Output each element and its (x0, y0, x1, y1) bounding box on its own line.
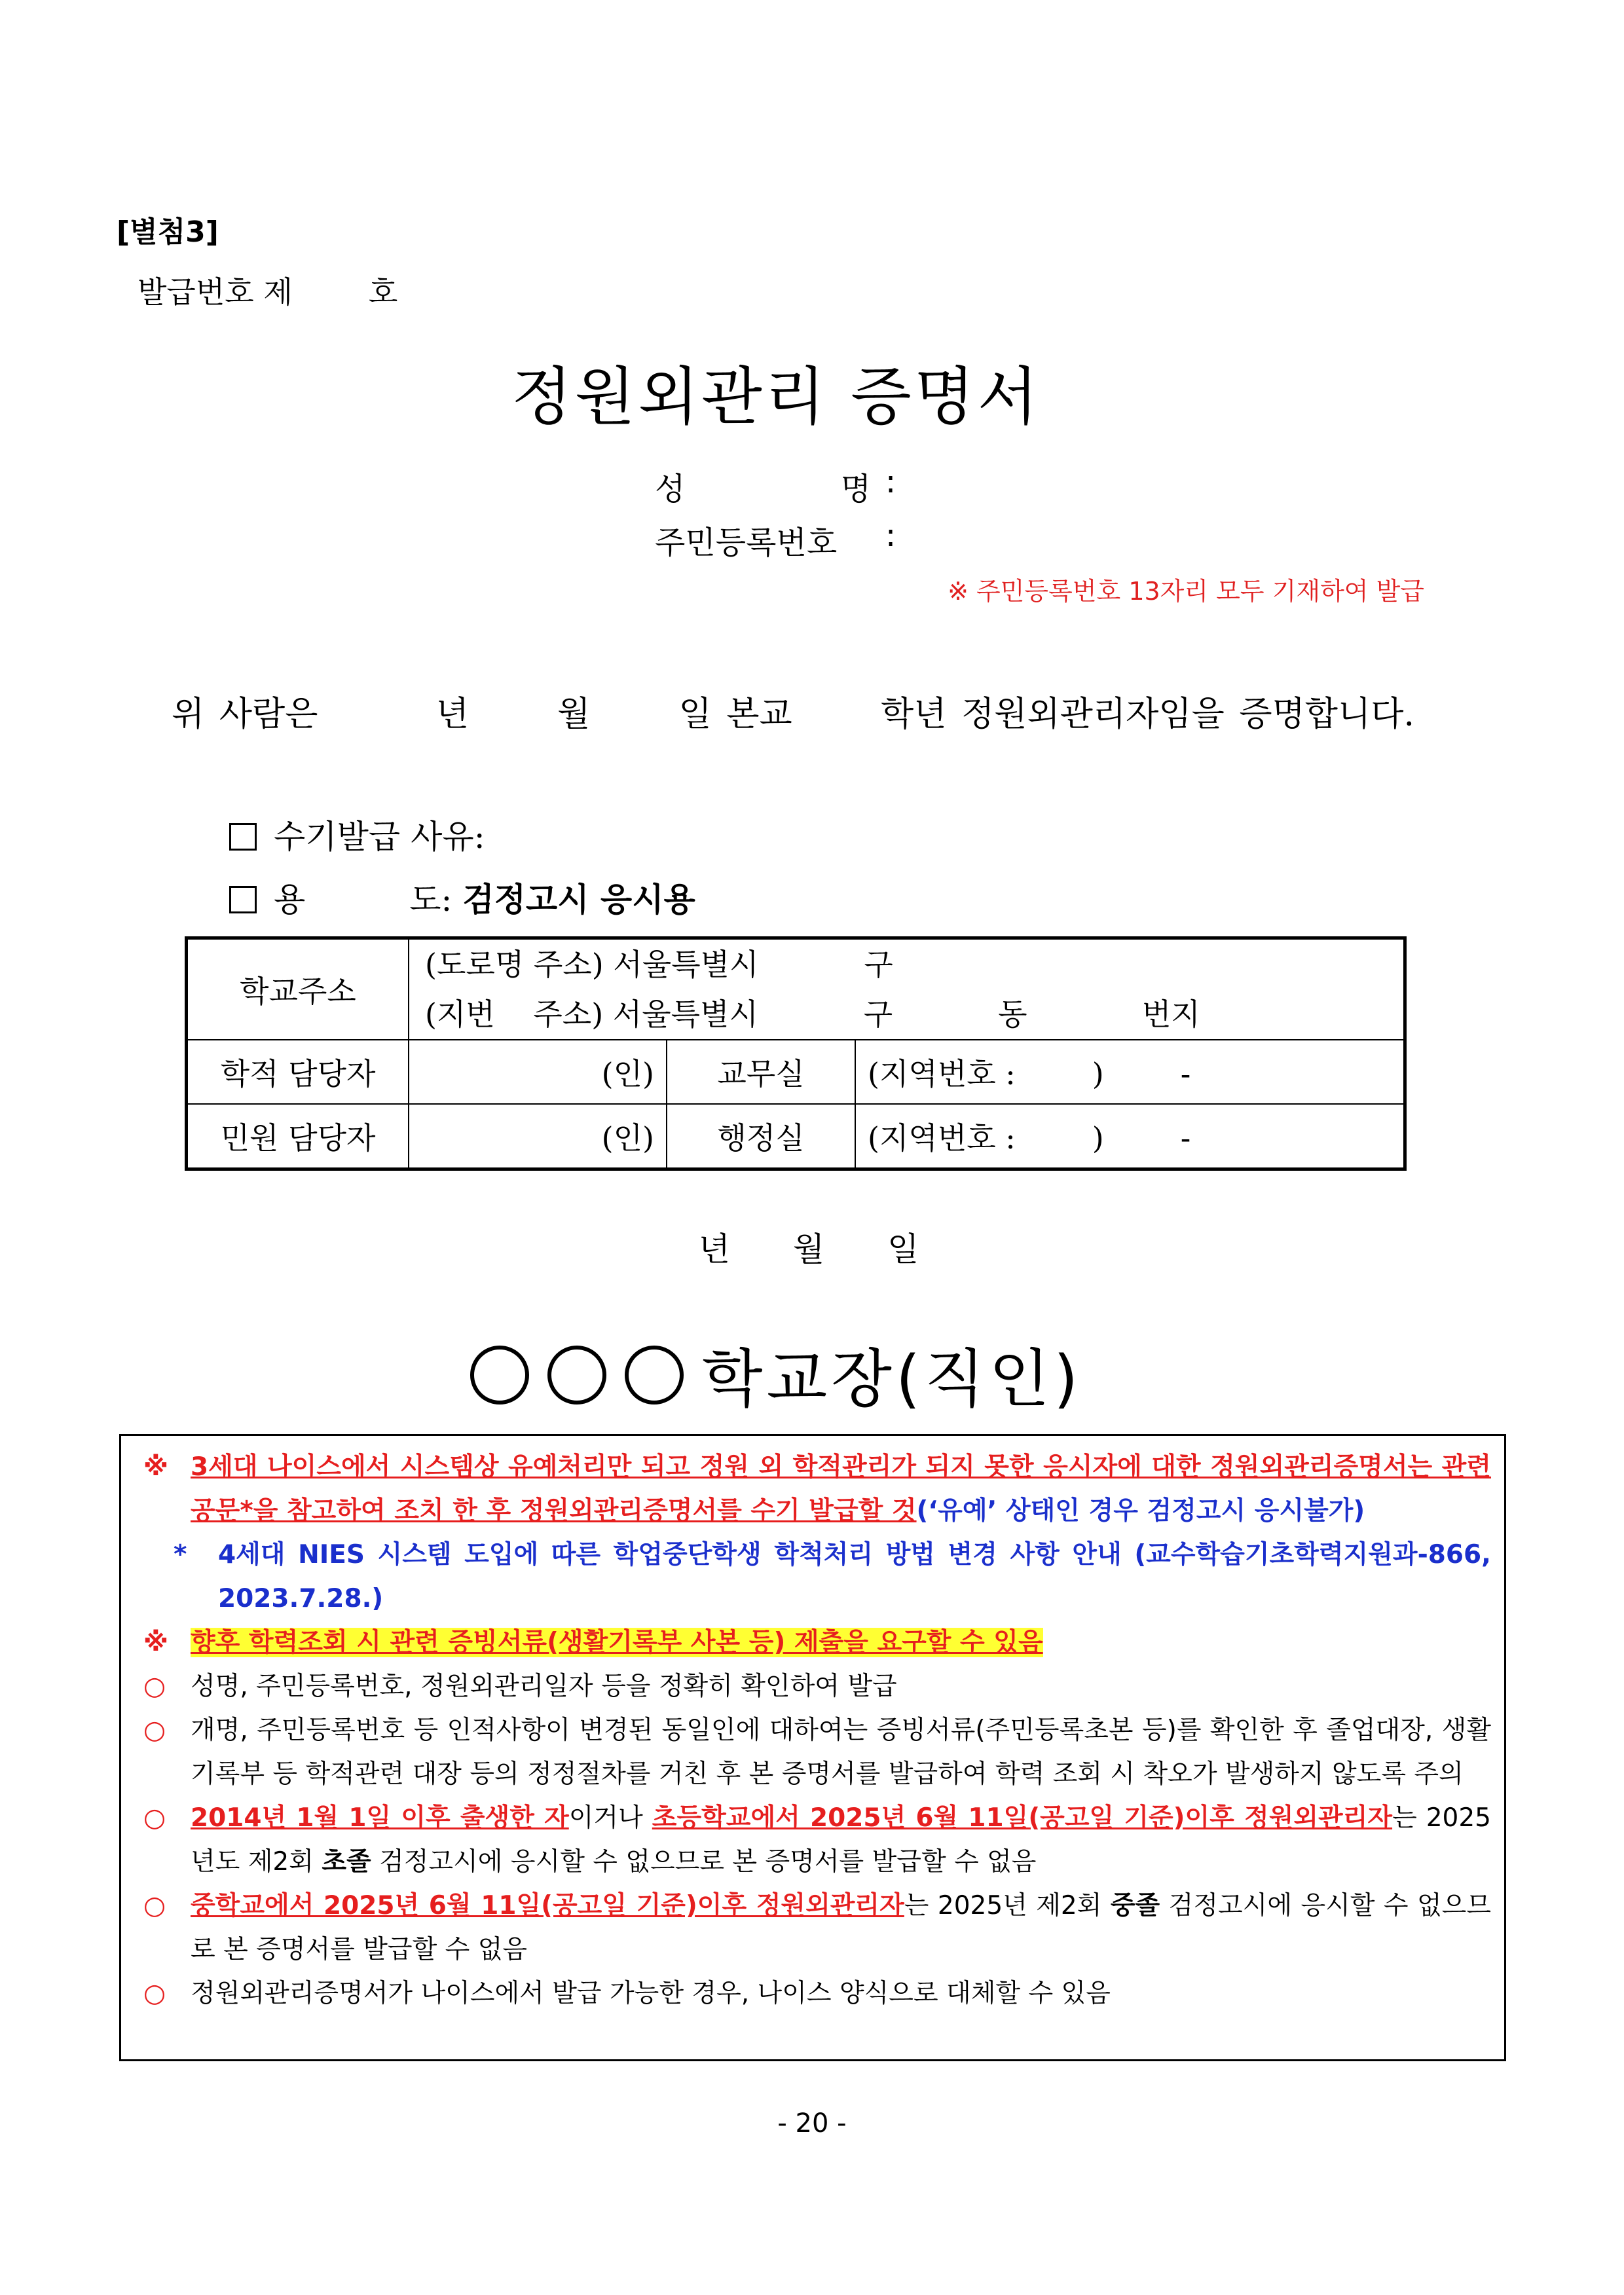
manual-label: 수기발급 사유: (274, 818, 485, 856)
name-field (655, 464, 896, 509)
name-colon: : (885, 464, 896, 500)
rrn-note: ※ 주민등록번호 13자리 모두 기재하여 발급 (948, 577, 1424, 606)
document-title: 정원외관리 증명서 (511, 360, 1041, 433)
civil-label: 민원 담당자 (187, 1104, 409, 1169)
circle-icon (547, 1346, 606, 1405)
civil-office: 행정실 (667, 1104, 855, 1169)
circle-icon (625, 1346, 684, 1405)
attachment-label: [별첨3] (117, 215, 219, 249)
registrar-label: 학적 담당자 (187, 1040, 409, 1104)
registrar-office: 교무실 (667, 1040, 855, 1104)
manual-checkbox[interactable] (229, 823, 257, 851)
purpose-value: 검정고시 응시용 (462, 880, 695, 919)
school-info-table (185, 936, 1407, 1171)
civil-phone: (지역번호 : ) - (855, 1104, 1405, 1169)
issue-date: 년 월 일 (698, 1230, 919, 1268)
purpose-checkbox[interactable] (229, 886, 257, 913)
address-cell (409, 938, 1405, 1040)
note-item: ○ 성명, 주민등록번호, 정원외관리일자 등을 정확히 확인하여 발급 (143, 1672, 897, 1701)
issue-prefix: 발급번호 제 (138, 274, 293, 310)
principal-seal (0, 1329, 1552, 1419)
table-row (187, 1040, 1405, 1104)
address-label: 학교주소 (187, 938, 409, 1040)
notes-box (119, 1434, 1506, 2061)
note-item: ○ 중학교에서 2025년 6월 11일(공고일 기준)이후 정원외관리자는 2025년 제2회 중졸 검정고시에 응시할 수 없으므로 본 증명서를 발급할 수 없음 (143, 1891, 1492, 1964)
note-item: ○ 정원외관리증명서가 나이스에서 발급 가능한 경우, 나이스 양식으로 대체할 수 있음 (143, 1979, 1111, 2008)
rrn-colon: : (885, 517, 896, 554)
registrar-phone: (지역번호 : ) - (855, 1040, 1405, 1104)
rrn-label: 주민등록번호 (655, 524, 838, 561)
note-item: ○ 2014년 1월 1일 이후 출생한 자이거나 초등학교에서 2025년 6월 11일(공고일 기준)이후 정원외관리자는 2025년도 제2회 초졸 검정고시에 응시할 수 없으므로 본 증명서를 발급할 수 없음 (143, 1803, 1491, 1877)
certify-sentence: 위 사람은 년 월 일 본교 학년 정원외관리자임을 증명합니다. (172, 695, 1415, 734)
note-sub-item: * 4세대 NIES 시스템 도입에 따른 학업중단학생 학척처리 방법 변경 사항 안내 (교수학습기초학력지원과-866, 2023.7.28.) (174, 1540, 1491, 1613)
seal-text: 학교장(직인) (701, 1342, 1082, 1416)
manual-issue-row (229, 811, 485, 858)
issue-suffix: 호 (368, 274, 398, 310)
registrar-seal: (인) (409, 1040, 667, 1104)
note-item: ○ 개명, 주민등록번호 등 인적사항이 변경된 동일인에 대하여는 증빙서류(주민등록초본 등)를 확인한 후 졸업대장, 생활기록부 등 학적관련 대장 등의 정정절차를 거친 후 본 증명서를 발급하여 학력 조회 시 착오가 발생하지 않도록 주의 (143, 1716, 1491, 1789)
lot-address-line: (지번 주소) 서울특별시 구 동 번지 (425, 997, 1200, 1032)
table-row (187, 938, 1405, 1040)
rrn-field (655, 517, 896, 562)
page-number: - 20 - (777, 2108, 847, 2139)
purpose-row: 용 도: 검정고시 응시용 (229, 873, 695, 921)
circle-icon (470, 1346, 529, 1405)
issue-number (138, 268, 397, 312)
note-item: ※ 향후 학력조회 시 관련 증빙서류(생활기록부 사본 등) 제출을 요구할 수 있음 (143, 1628, 1043, 1657)
civil-seal: (인) (409, 1104, 667, 1169)
road-address-line: (도로명 주소) 서울특별시 구 (425, 947, 893, 982)
note-item: ※ 3세대 나이스에서 시스템상 유예처리만 되고 정원 외 학적관리가 되지 못한 응시자에 대한 정원외관리증명서는 관련 공문*을 참고하여 조치 한 후 정원외관리증명서를 수기 발급할 것(‘유예’ 상태인 경우 검정고시 응시불가) (143, 1452, 1491, 1526)
name-label: 성 명 (655, 471, 871, 507)
table-row (187, 1104, 1405, 1169)
